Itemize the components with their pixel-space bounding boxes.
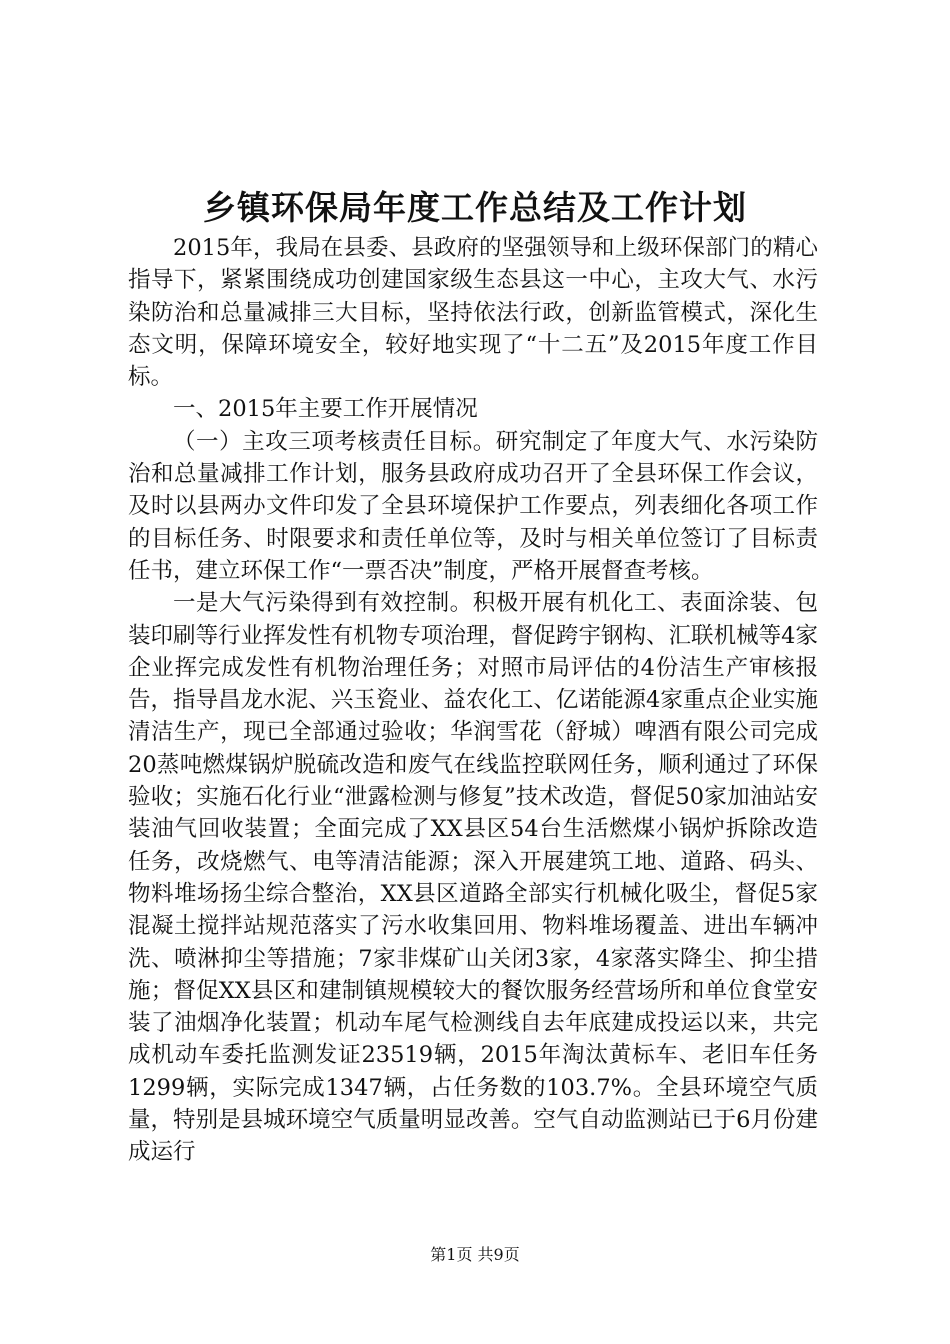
paragraph-subsection-1: （一）主攻三项考核责任目标。研究制定了年度大气、水污染防治和总量减排工作计划，服务县政府成功召开了全县环保工作会议，及时以县两办文件印发了全县环境保护工作要点，列表细化各项工作的目标任务、时限要求和责任单位等，及时与相关单位签订了目标责任书，建立环保工作“一票否决”制度，严格开展督查考核。 [128, 428, 818, 584]
paragraph-intro: 2015年，我局在县委、县政府的坚强领导和上级环保部门的精心指导下，紧紧围绕成功创建国家级生态县这一中心，主攻大气、水污染防治和总量减排三大目标，坚持依法行政，创新监管模式，深化生态文明，保障环境安全，较好地实现了“十二五”及2015年度工作目标。 [128, 235, 818, 391]
document-title: 乡镇环保局年度工作总结及工作计划 [203, 188, 747, 227]
paragraph-air-pollution: 一是大气污染得到有效控制。积极开展有机化工、表面涂装、包装印刷等行业挥发性有机物专项治理，督促跨宇钢构、汇联机械等4家企业挥完成发性有机物治理任务；对照市局评估的4份洁生产审核报告，指导昌龙水泥、兴玉瓷业、益农化工、亿诺能源4家重点企业实施清洁生产，现已全部通过验收；华润雪花（舒城）啤酒有限公司完成20蒸吨燃煤锅炉脱硫改造和废气在线监控联网任务，顺利通过了环保验收；实施石化行业“泄露检测与修复”技术改造，督促50家加油站安装油气回收装置；全面完成了XX县区54台生活燃煤小锅炉拆除改造任务，改烧燃气、电等清洁能源；深入开展建筑工地、道路、码头、物料堆场扬尘综合整治，XX县区道路全部实行机械化吸尘，督促5家混凝土搅拌站规范落实了污水收集回用、物料堆场覆盖、进出车辆冲洗、喷淋抑尘等措施；7家非煤矿山关闭3家，4家落实降尘、抑尘措施；督促XX县区和建制镇规模较大的餐饮服务经营场所和单位食堂安装了油烟净化装置；机动车尾气检测线自去年底建成投运以来，共完成机动车委托监测发证23519辆，2015年淘汰黄标车、老旧车任务1299辆，实际完成1347辆，占任务数的103.7%。全县环境空气质量，特别是县城环境空气质量明显改善。空气自动监测站已于6月份建成运行 [128, 590, 818, 1166]
page-number-footer: 第1页 共9页 [430, 1245, 520, 1264]
section-heading: 一、2015年主要工作开展情况 [173, 396, 478, 423]
document-body [128, 232, 818, 1169]
